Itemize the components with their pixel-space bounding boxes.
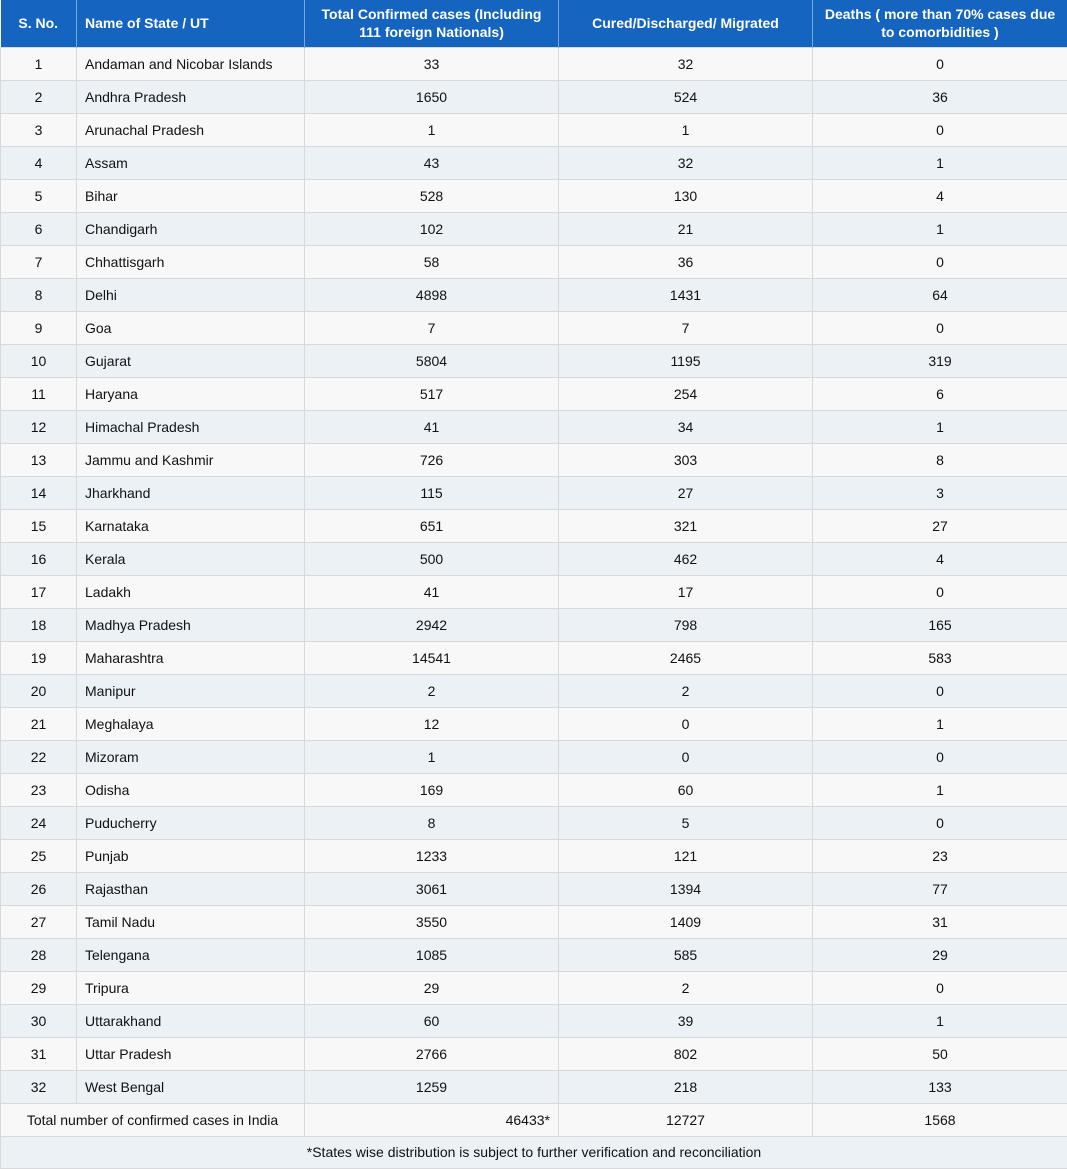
cell-cured: 321 (559, 509, 813, 542)
cell-confirmed: 7 (305, 311, 559, 344)
table-row (1, 278, 1067, 311)
footnote-row (1, 1136, 1067, 1168)
cell-confirmed: 2766 (305, 1037, 559, 1070)
cell-confirmed: 1 (305, 113, 559, 146)
cell-confirmed: 1650 (305, 80, 559, 113)
cell-sno: 23 (1, 773, 77, 806)
cell-cured: 60 (559, 773, 813, 806)
cell-confirmed: 651 (305, 509, 559, 542)
table-row (1, 542, 1067, 575)
header-cured: Cured/Discharged/ Migrated (559, 0, 813, 47)
cell-sno: 6 (1, 212, 77, 245)
cell-sno: 3 (1, 113, 77, 146)
table-row (1, 971, 1067, 1004)
cell-state: Telengana (77, 938, 305, 971)
cell-confirmed: 3061 (305, 872, 559, 905)
cell-sno: 5 (1, 179, 77, 212)
cell-deaths: 4 (813, 179, 1067, 212)
header-confirmed: Total Confirmed cases (Including 111 foreign Nationals) (305, 0, 559, 47)
total-deaths: 1568 (813, 1103, 1067, 1136)
cell-sno: 32 (1, 1070, 77, 1103)
cell-sno: 15 (1, 509, 77, 542)
cell-sno: 10 (1, 344, 77, 377)
header-sno: S. No. (1, 0, 77, 47)
cell-cured: 21 (559, 212, 813, 245)
table-row (1, 344, 1067, 377)
cell-deaths: 0 (813, 740, 1067, 773)
cell-state: Tripura (77, 971, 305, 1004)
cell-cured: 2465 (559, 641, 813, 674)
cell-confirmed: 58 (305, 245, 559, 278)
cell-deaths: 8 (813, 443, 1067, 476)
cell-confirmed: 1259 (305, 1070, 559, 1103)
table-row (1, 905, 1067, 938)
cell-deaths: 31 (813, 905, 1067, 938)
cell-deaths: 319 (813, 344, 1067, 377)
cell-deaths: 29 (813, 938, 1067, 971)
cell-deaths: 0 (813, 575, 1067, 608)
cell-deaths: 64 (813, 278, 1067, 311)
cell-cured: 0 (559, 707, 813, 740)
cell-state: Uttar Pradesh (77, 1037, 305, 1070)
cell-deaths: 133 (813, 1070, 1067, 1103)
cell-deaths: 3 (813, 476, 1067, 509)
cell-deaths: 77 (813, 872, 1067, 905)
total-cured: 12727 (559, 1103, 813, 1136)
cell-cured: 462 (559, 542, 813, 575)
header-row (1, 0, 1067, 47)
table-row (1, 377, 1067, 410)
table-row (1, 575, 1067, 608)
cell-confirmed: 115 (305, 476, 559, 509)
table-row (1, 311, 1067, 344)
table-row (1, 146, 1067, 179)
cell-state: West Bengal (77, 1070, 305, 1103)
cell-sno: 8 (1, 278, 77, 311)
table-row (1, 179, 1067, 212)
cell-confirmed: 2 (305, 674, 559, 707)
cell-cured: 5 (559, 806, 813, 839)
cell-state: Chandigarh (77, 212, 305, 245)
table-row (1, 839, 1067, 872)
table-row (1, 80, 1067, 113)
cell-sno: 12 (1, 410, 77, 443)
cell-sno: 20 (1, 674, 77, 707)
cell-state: Gujarat (77, 344, 305, 377)
cell-sno: 17 (1, 575, 77, 608)
cell-sno: 7 (1, 245, 77, 278)
cell-cured: 254 (559, 377, 813, 410)
total-row (1, 1103, 1067, 1136)
cell-state: Andhra Pradesh (77, 80, 305, 113)
cell-state: Goa (77, 311, 305, 344)
cell-cured: 0 (559, 740, 813, 773)
cell-cured: 1 (559, 113, 813, 146)
cell-confirmed: 12 (305, 707, 559, 740)
cell-confirmed: 3550 (305, 905, 559, 938)
cell-deaths: 583 (813, 641, 1067, 674)
cell-cured: 130 (559, 179, 813, 212)
table-row (1, 476, 1067, 509)
table-row (1, 509, 1067, 542)
cell-confirmed: 1 (305, 740, 559, 773)
cell-deaths: 23 (813, 839, 1067, 872)
cell-cured: 2 (559, 971, 813, 1004)
cell-deaths: 0 (813, 311, 1067, 344)
cell-cured: 121 (559, 839, 813, 872)
cell-confirmed: 60 (305, 1004, 559, 1037)
table-row (1, 707, 1067, 740)
table-row (1, 641, 1067, 674)
cell-state: Mizoram (77, 740, 305, 773)
cell-cured: 218 (559, 1070, 813, 1103)
cell-deaths: 1 (813, 146, 1067, 179)
cell-sno: 21 (1, 707, 77, 740)
cell-confirmed: 43 (305, 146, 559, 179)
cell-cured: 1394 (559, 872, 813, 905)
cell-state: Bihar (77, 179, 305, 212)
cell-confirmed: 41 (305, 575, 559, 608)
table-footer (1, 1103, 1067, 1168)
cell-sno: 11 (1, 377, 77, 410)
table-row (1, 113, 1067, 146)
cell-sno: 27 (1, 905, 77, 938)
cell-confirmed: 14541 (305, 641, 559, 674)
cell-cured: 303 (559, 443, 813, 476)
cell-confirmed: 528 (305, 179, 559, 212)
cell-cured: 27 (559, 476, 813, 509)
cell-cured: 1409 (559, 905, 813, 938)
cell-sno: 16 (1, 542, 77, 575)
cell-state: Manipur (77, 674, 305, 707)
cell-confirmed: 1233 (305, 839, 559, 872)
cell-sno: 14 (1, 476, 77, 509)
cell-sno: 30 (1, 1004, 77, 1037)
cell-confirmed: 169 (305, 773, 559, 806)
cell-deaths: 1 (813, 212, 1067, 245)
cell-cured: 585 (559, 938, 813, 971)
cell-state: Karnataka (77, 509, 305, 542)
cell-state: Delhi (77, 278, 305, 311)
cell-deaths: 165 (813, 608, 1067, 641)
table-row (1, 245, 1067, 278)
footnote: *States wise distribution is subject to further verification and reconciliation (1, 1136, 1067, 1168)
cell-deaths: 0 (813, 113, 1067, 146)
table-row (1, 410, 1067, 443)
cell-state: Ladakh (77, 575, 305, 608)
cell-deaths: 0 (813, 806, 1067, 839)
cell-sno: 24 (1, 806, 77, 839)
cell-state: Puducherry (77, 806, 305, 839)
cell-state: Haryana (77, 377, 305, 410)
cell-sno: 1 (1, 47, 77, 80)
cell-state: Madhya Pradesh (77, 608, 305, 641)
table-row (1, 1070, 1067, 1103)
cell-state: Tamil Nadu (77, 905, 305, 938)
cell-sno: 13 (1, 443, 77, 476)
cell-deaths: 1 (813, 1004, 1067, 1037)
cell-state: Maharashtra (77, 641, 305, 674)
table-row (1, 938, 1067, 971)
cell-deaths: 0 (813, 971, 1067, 1004)
cell-confirmed: 1085 (305, 938, 559, 971)
cell-sno: 31 (1, 1037, 77, 1070)
cell-confirmed: 726 (305, 443, 559, 476)
header-deaths: Deaths ( more than 70% cases due to comorbidities ) (813, 0, 1067, 47)
cell-deaths: 0 (813, 245, 1067, 278)
table-header (1, 0, 1067, 47)
cell-sno: 19 (1, 641, 77, 674)
cell-state: Uttarakhand (77, 1004, 305, 1037)
total-label: Total number of confirmed cases in India (1, 1103, 305, 1136)
cell-state: Meghalaya (77, 707, 305, 740)
table-row (1, 443, 1067, 476)
cell-sno: 22 (1, 740, 77, 773)
cell-confirmed: 8 (305, 806, 559, 839)
cell-state: Jharkhand (77, 476, 305, 509)
table-row (1, 740, 1067, 773)
cell-deaths: 4 (813, 542, 1067, 575)
cell-deaths: 27 (813, 509, 1067, 542)
cell-cured: 32 (559, 146, 813, 179)
table-row (1, 1037, 1067, 1070)
cell-cured: 798 (559, 608, 813, 641)
table-row (1, 806, 1067, 839)
cell-cured: 2 (559, 674, 813, 707)
cell-sno: 18 (1, 608, 77, 641)
cell-cured: 7 (559, 311, 813, 344)
cell-state: Kerala (77, 542, 305, 575)
cell-deaths: 1 (813, 773, 1067, 806)
cell-confirmed: 4898 (305, 278, 559, 311)
cell-sno: 4 (1, 146, 77, 179)
cell-sno: 28 (1, 938, 77, 971)
cell-cured: 34 (559, 410, 813, 443)
cell-sno: 26 (1, 872, 77, 905)
cell-confirmed: 102 (305, 212, 559, 245)
cell-state: Himachal Pradesh (77, 410, 305, 443)
cell-state: Rajasthan (77, 872, 305, 905)
table-row (1, 773, 1067, 806)
cell-deaths: 0 (813, 47, 1067, 80)
cell-cured: 1195 (559, 344, 813, 377)
cell-cured: 17 (559, 575, 813, 608)
cell-confirmed: 517 (305, 377, 559, 410)
cell-cured: 39 (559, 1004, 813, 1037)
table-row (1, 872, 1067, 905)
cell-deaths: 0 (813, 674, 1067, 707)
cell-deaths: 36 (813, 80, 1067, 113)
table-row (1, 674, 1067, 707)
cell-cured: 1431 (559, 278, 813, 311)
cell-sno: 25 (1, 839, 77, 872)
table-body (1, 47, 1067, 1103)
cell-sno: 29 (1, 971, 77, 1004)
cell-confirmed: 500 (305, 542, 559, 575)
table-row (1, 47, 1067, 80)
total-confirmed: 46433* (305, 1103, 559, 1136)
cell-state: Arunachal Pradesh (77, 113, 305, 146)
cell-cured: 32 (559, 47, 813, 80)
cell-state: Odisha (77, 773, 305, 806)
table-row (1, 608, 1067, 641)
cell-confirmed: 5804 (305, 344, 559, 377)
cell-deaths: 6 (813, 377, 1067, 410)
cell-confirmed: 41 (305, 410, 559, 443)
table-row (1, 212, 1067, 245)
cell-cured: 36 (559, 245, 813, 278)
cell-sno: 9 (1, 311, 77, 344)
header-state: Name of State / UT (77, 0, 305, 47)
cell-confirmed: 29 (305, 971, 559, 1004)
table-row (1, 1004, 1067, 1037)
cell-state: Chhattisgarh (77, 245, 305, 278)
cell-state: Jammu and Kashmir (77, 443, 305, 476)
cell-state: Andaman and Nicobar Islands (77, 47, 305, 80)
cell-state: Assam (77, 146, 305, 179)
cell-deaths: 50 (813, 1037, 1067, 1070)
cell-deaths: 1 (813, 410, 1067, 443)
cell-cured: 802 (559, 1037, 813, 1070)
cell-state: Punjab (77, 839, 305, 872)
cell-confirmed: 33 (305, 47, 559, 80)
cell-deaths: 1 (813, 707, 1067, 740)
cell-cured: 524 (559, 80, 813, 113)
cell-confirmed: 2942 (305, 608, 559, 641)
cell-sno: 2 (1, 80, 77, 113)
